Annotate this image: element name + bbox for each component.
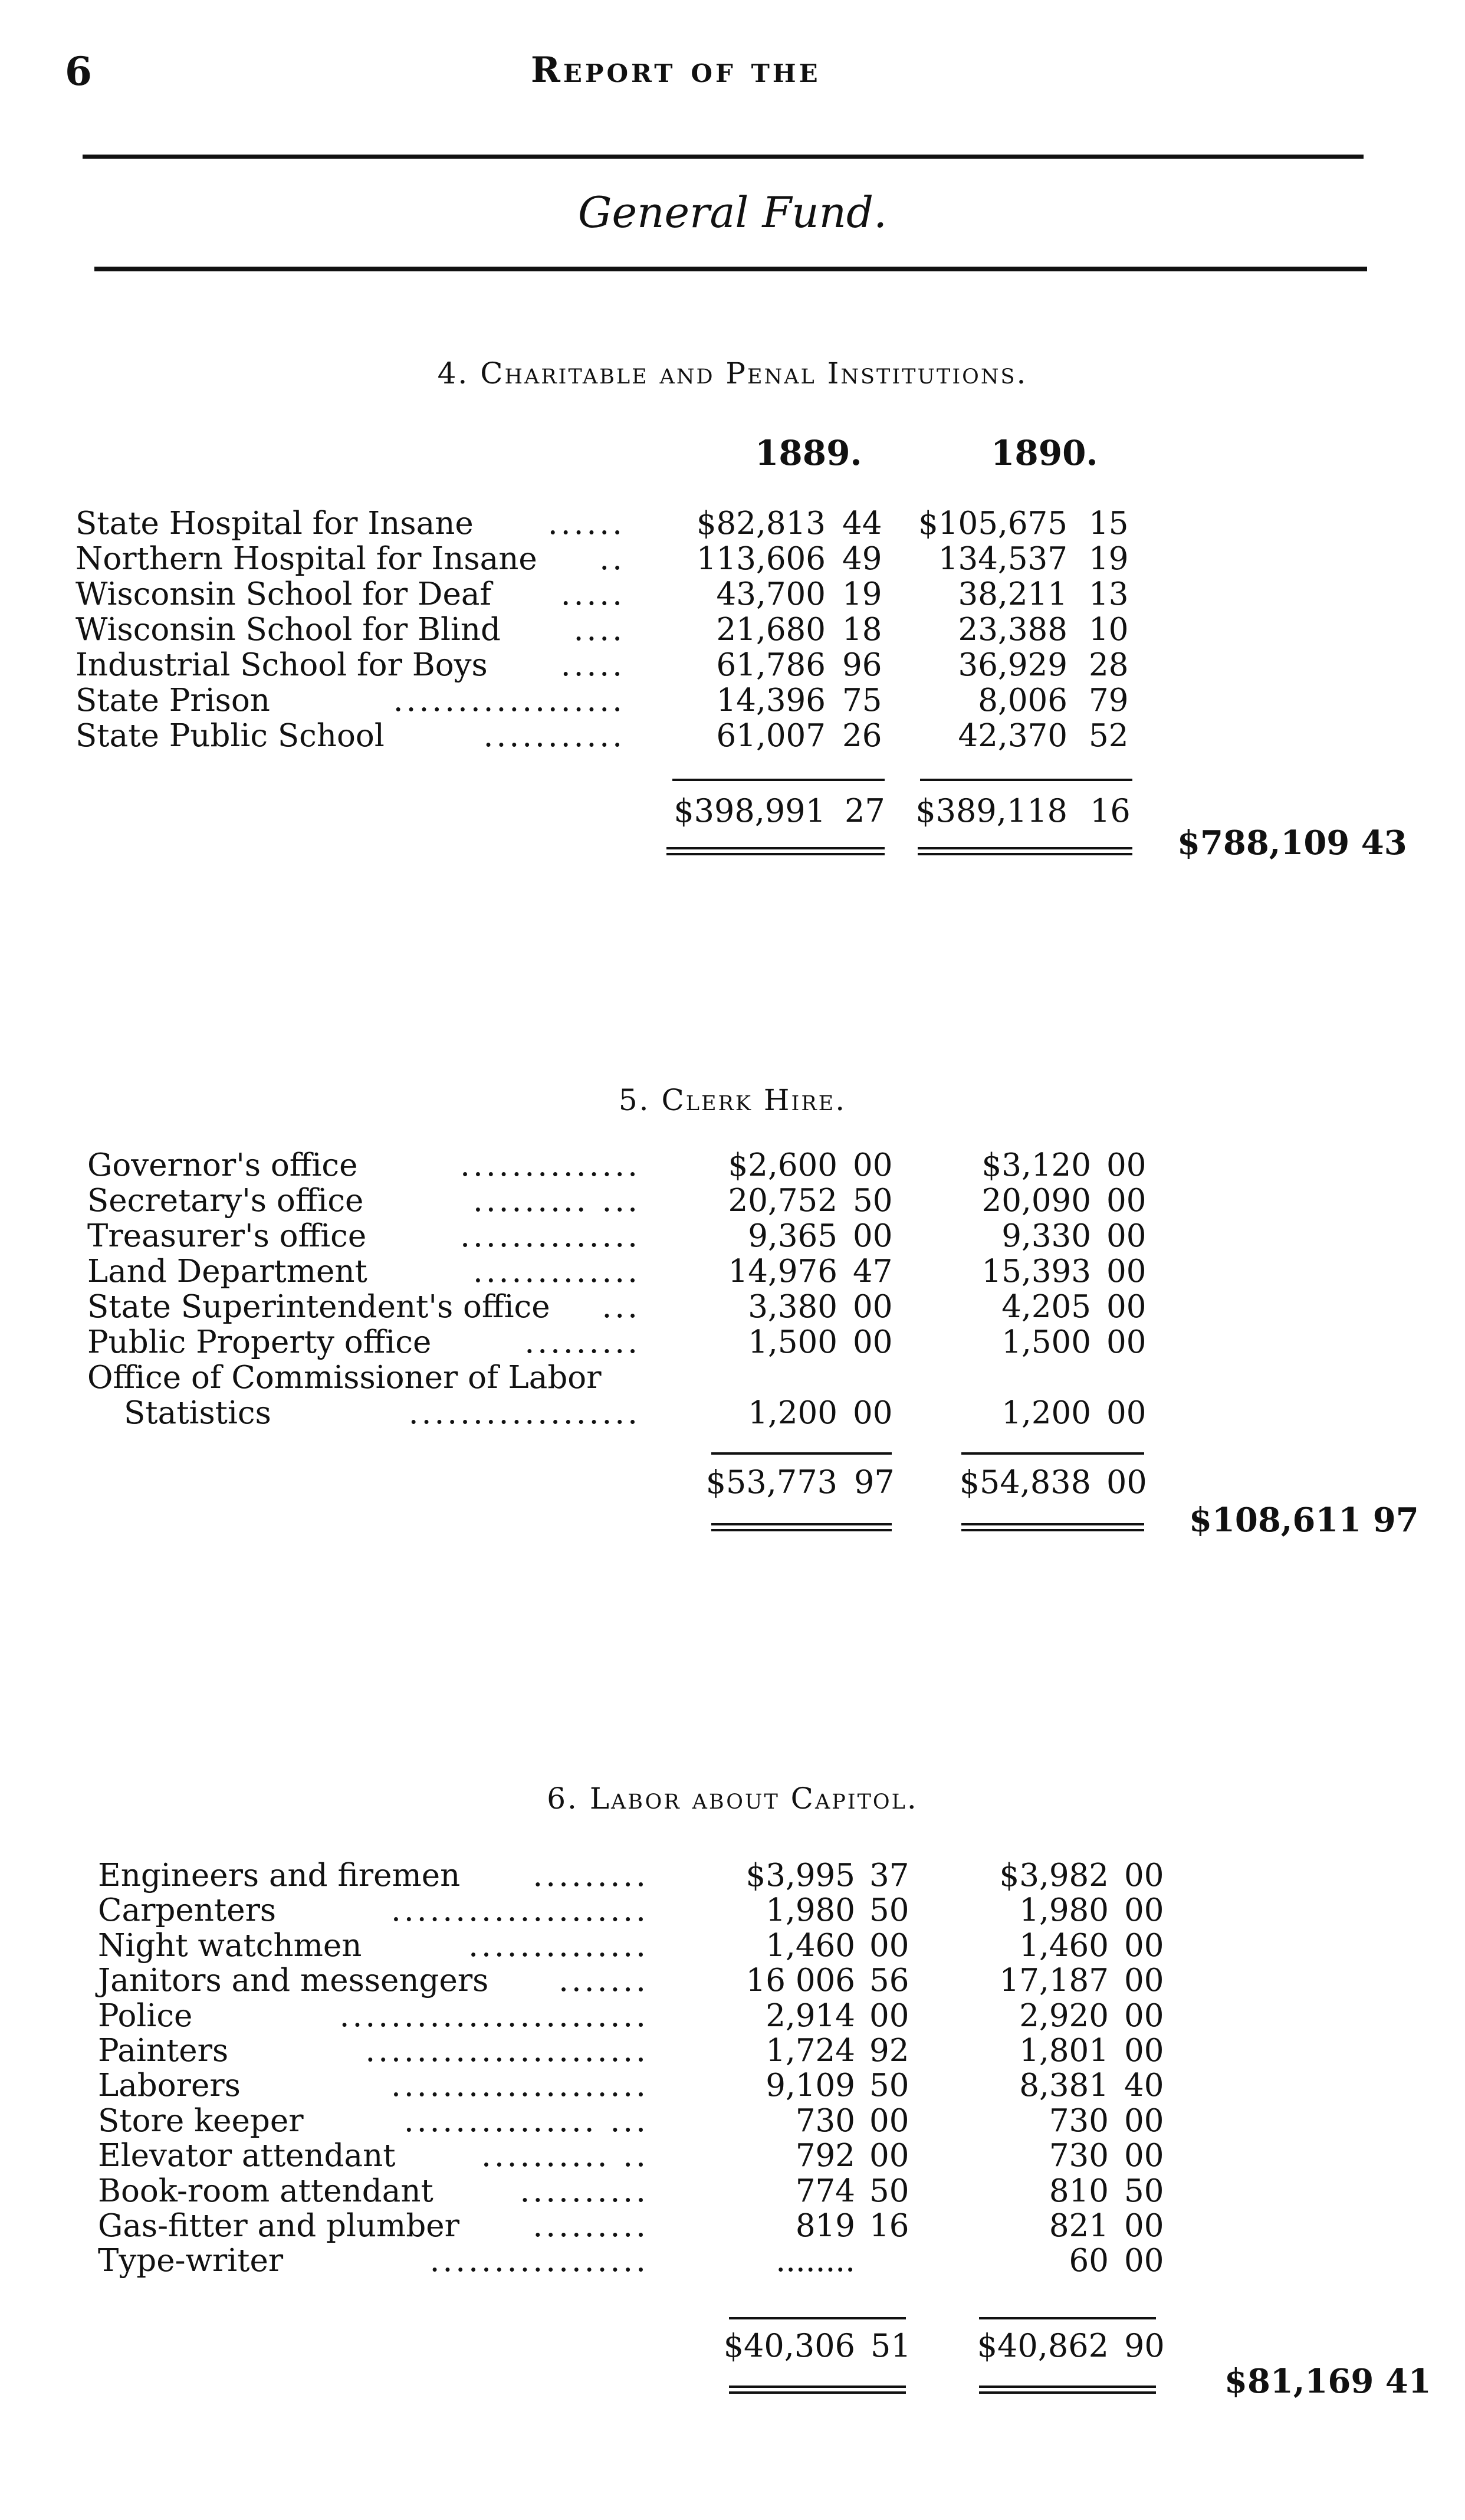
table-row: [0, 1928, 1465, 1964]
amount-1889-dollars: $3,995: [745, 1858, 855, 1894]
amount-1890-dollars: 1,801: [1019, 2033, 1109, 2069]
amount-1890-cents: 15: [1089, 506, 1129, 542]
amount-1889-cents: 56: [869, 1963, 909, 1999]
amount-1889-cents: 16: [869, 2208, 909, 2244]
amount-1890-dollars: 60: [1069, 2243, 1109, 2279]
table-row: [0, 542, 1465, 577]
row-label: Industrial School for Boys: [75, 647, 488, 683]
row-label: State Hospital for Insane: [75, 506, 474, 542]
amount-1889-dollars: 43,700: [716, 576, 826, 612]
leader-dots: ........................: [339, 1999, 649, 2034]
amount-1889-dollars: 9,365: [748, 1218, 837, 1254]
total-1889-cents: 97: [854, 1464, 895, 1501]
amount-1889-dollars: 16 006: [745, 1963, 855, 1999]
amount-1890-dollars: 36,929: [958, 647, 1067, 683]
amount-1889-dollars: 113,606: [696, 541, 826, 577]
amount-1890-dollars: 730: [1049, 2103, 1109, 2139]
double-rule-1889: [729, 2386, 906, 2394]
leader-dots: .......: [559, 1963, 649, 1999]
amount-1890-cents: 00: [1106, 1147, 1147, 1183]
leader-dots: ............... ...: [403, 2104, 649, 2139]
table-row: [0, 2068, 1465, 2104]
amount-1889-dollars: 1,460: [766, 1928, 855, 1964]
row-label: Wisconsin School for Blind: [75, 612, 501, 648]
amount-1890-cents: 79: [1089, 682, 1129, 718]
total-1890-dollars: $40,862: [977, 2327, 1109, 2364]
amount-1890-dollars: 1,500: [1001, 1324, 1091, 1360]
amount-1890-dollars: $3,120: [981, 1147, 1091, 1183]
leader-dots: ...........: [483, 718, 625, 754]
table-row: [0, 2209, 1465, 2244]
table-row: [0, 1999, 1465, 2034]
leader-dots: ......: [547, 506, 625, 542]
amount-1890-dollars: 42,370: [958, 718, 1067, 754]
grand-total: $81,169 41: [1224, 2362, 1431, 2401]
section-heading: 4. Charitable and Penal Institutions.: [437, 356, 1028, 391]
row-label: Book-room attendant: [98, 2173, 433, 2209]
total-1890-dollars: $389,118: [915, 792, 1067, 829]
amount-1889-cents: 50: [869, 1892, 909, 1928]
grand-total: $108,611 97: [1189, 1501, 1419, 1540]
amount-1890-cents: 00: [1124, 2138, 1164, 2174]
row-label: Statistics: [124, 1395, 271, 1431]
double-rule-1890: [918, 847, 1132, 855]
table-row: [0, 2104, 1465, 2139]
row-label: Secretary's office: [87, 1183, 364, 1219]
subtotal-rule-1889: [729, 2317, 906, 2319]
amount-1890-dollars: 1,200: [1001, 1395, 1091, 1431]
amount-1889-cents: 18: [842, 612, 882, 648]
table-row: [0, 683, 1465, 718]
leader-dots: .........: [524, 1325, 640, 1360]
header-rule: [83, 155, 1364, 159]
amount-1889-dollars: 2,914: [766, 1998, 855, 2034]
total-1889-cents: 51: [871, 2327, 911, 2364]
year-1889-header: 1889.: [755, 433, 862, 473]
table-row: [0, 1325, 1465, 1360]
leader-dots: ..................: [393, 683, 625, 718]
table-row: [0, 1360, 1465, 1396]
amount-1889-cents: 92: [869, 2033, 909, 2069]
leader-dots: .............: [472, 1254, 640, 1289]
amount-1889-dollars: 1,980: [766, 1892, 855, 1928]
amount-1890-cents: 00: [1106, 1254, 1147, 1289]
leader-dots: ...: [602, 1289, 640, 1325]
table-row: [0, 1858, 1465, 1894]
amount-1890-cents: 00: [1124, 1998, 1164, 2034]
amount-1890-dollars: 1,460: [1019, 1928, 1109, 1964]
amount-1889-cents: 00: [869, 1998, 909, 2034]
amount-1890-dollars: 134,537: [938, 541, 1067, 577]
amount-1890-cents: 00: [1106, 1289, 1147, 1325]
amount-1889-dollars: 3,380: [748, 1289, 837, 1325]
row-label: State Superintendent's office: [87, 1289, 550, 1325]
amount-1889-cents: 50: [869, 2068, 909, 2104]
table-row: [0, 1219, 1465, 1254]
total-1890-cents: 16: [1090, 792, 1131, 829]
amount-1890-cents: 00: [1124, 1892, 1164, 1928]
table-row: [0, 718, 1465, 754]
table-row: [0, 506, 1465, 542]
amount-1889-cents: 00: [853, 1324, 893, 1360]
amount-1889-dollars: 730: [795, 2103, 855, 2139]
amount-1889-dollars: ........: [776, 2243, 855, 2279]
amount-1889-cents: 00: [853, 1289, 893, 1325]
row-label: Painters: [98, 2033, 229, 2069]
row-label: Engineers and firemen: [98, 1858, 461, 1894]
row-label: Night watchmen: [98, 1928, 362, 1964]
leader-dots: ......... ...: [472, 1183, 640, 1219]
leader-dots: ..............: [460, 1148, 640, 1183]
leader-dots: .......... ..: [481, 2138, 649, 2174]
amount-1889-dollars: 1,724: [766, 2033, 855, 2069]
amount-1889-dollars: 1,500: [748, 1324, 837, 1360]
double-rule-1890: [961, 1523, 1144, 1531]
amount-1890-dollars: 1,980: [1019, 1892, 1109, 1928]
amount-1890-cents: 00: [1124, 1963, 1164, 1999]
amount-1890-cents: 10: [1089, 612, 1129, 648]
amount-1890-cents: 00: [1124, 2033, 1164, 2069]
row-label: Carpenters: [98, 1892, 277, 1928]
leader-dots: .........: [533, 1858, 649, 1894]
table-row: [0, 2174, 1465, 2209]
amount-1889-cents: 19: [842, 576, 882, 612]
total-1889-dollars: $40,306: [723, 2327, 855, 2364]
row-label: Police: [98, 1998, 193, 2034]
total-1890-cents: 90: [1124, 2327, 1165, 2364]
section-heading: 6. Labor about Capitol.: [547, 1781, 918, 1816]
amount-1890-cents: 00: [1124, 1858, 1164, 1894]
fund-title-rule: [94, 267, 1367, 271]
amount-1889-dollars: 61,007: [716, 718, 826, 754]
amount-1890-dollars: 8,006: [978, 682, 1067, 718]
amount-1889-dollars: 774: [795, 2173, 855, 2209]
row-label: Type-writer: [98, 2243, 284, 2279]
amount-1890-dollars: 15,393: [981, 1254, 1091, 1289]
amount-1890-dollars: $105,675: [918, 506, 1067, 542]
table-row: [0, 577, 1465, 612]
table-row: [0, 1396, 1465, 1431]
amount-1889-cents: 44: [842, 506, 882, 542]
amount-1890-cents: 00: [1106, 1395, 1147, 1431]
amount-1889-cents: 37: [869, 1858, 909, 1894]
row-label: State Public School: [75, 718, 385, 754]
total-1890-dollars: $54,838: [959, 1464, 1091, 1501]
amount-1890-cents: 50: [1124, 2173, 1164, 2209]
table-row: [0, 2033, 1465, 2069]
amount-1890-cents: 28: [1089, 647, 1129, 683]
row-label: Treasurer's office: [87, 1218, 367, 1254]
amount-1890-cents: 00: [1124, 2208, 1164, 2244]
leader-dots: .........: [533, 2209, 649, 2244]
total-1890-cents: 00: [1106, 1464, 1147, 1501]
leader-dots: ..................: [408, 1396, 640, 1431]
amount-1889-dollars: 792: [795, 2138, 855, 2174]
amount-1890-cents: 00: [1106, 1218, 1147, 1254]
subtotal-rule-1890: [920, 779, 1132, 781]
amount-1889-cents: 26: [842, 718, 882, 754]
row-label: Office of Commissioner of Labor: [87, 1360, 602, 1396]
leader-dots: ..........: [520, 2174, 649, 2209]
amount-1889-cents: 00: [853, 1147, 893, 1183]
row-label: Store keeper: [98, 2103, 304, 2139]
table-row: [0, 648, 1465, 683]
amount-1889-dollars: 9,109: [766, 2068, 855, 2104]
table-row: [0, 1893, 1465, 1928]
amount-1890-cents: 00: [1106, 1324, 1147, 1360]
amount-1890-cents: 00: [1124, 2243, 1164, 2279]
amount-1889-cents: 00: [869, 2138, 909, 2174]
amount-1889-cents: 47: [853, 1254, 893, 1289]
running-head: Report of the: [531, 50, 821, 91]
amount-1890-cents: 00: [1106, 1183, 1147, 1219]
table-row: [0, 612, 1465, 648]
amount-1889-dollars: 21,680: [716, 612, 826, 648]
row-label: Laborers: [98, 2068, 241, 2104]
amount-1890-dollars: 23,388: [958, 612, 1067, 648]
subtotal-rule-1890: [961, 1452, 1144, 1455]
leader-dots: ..............: [460, 1219, 640, 1254]
amount-1889-cents: 96: [842, 647, 882, 683]
table-row: [0, 1148, 1465, 1183]
amount-1890-cents: 00: [1124, 1928, 1164, 1964]
section-total-row: [0, 1463, 1465, 1502]
amount-1889-cents: 00: [853, 1395, 893, 1431]
amount-1889-dollars: 20,752: [728, 1183, 837, 1219]
amount-1890-dollars: 38,211: [958, 576, 1067, 612]
amount-1890-dollars: 821: [1049, 2208, 1109, 2244]
amount-1890-cents: 52: [1089, 718, 1129, 754]
leader-dots: ....................: [391, 2068, 649, 2104]
subtotal-rule-1889: [711, 1452, 892, 1455]
amount-1889-dollars: 1,200: [748, 1395, 837, 1431]
amount-1890-dollars: 17,187: [999, 1963, 1109, 1999]
amount-1890-dollars: $3,982: [999, 1858, 1109, 1894]
amount-1889-dollars: 14,396: [716, 682, 826, 718]
row-label: Janitors and messengers: [98, 1963, 489, 1999]
double-rule-1889: [666, 847, 885, 855]
double-rule-1889: [711, 1523, 892, 1531]
amount-1889-cents: 49: [842, 541, 882, 577]
subtotal-rule-1890: [979, 2317, 1156, 2319]
row-label: Governor's office: [87, 1147, 358, 1183]
amount-1890-dollars: 9,330: [1001, 1218, 1091, 1254]
row-label: Land Department: [87, 1254, 367, 1289]
leader-dots: ......................: [365, 2033, 649, 2069]
amount-1890-dollars: 20,090: [981, 1183, 1091, 1219]
row-label: Gas-fitter and plumber: [98, 2208, 459, 2244]
fund-title: General Fund.: [577, 188, 888, 237]
section-heading: 5. Clerk Hire.: [618, 1083, 847, 1117]
total-1889-cents: 27: [845, 792, 885, 829]
amount-1889-dollars: $82,813: [696, 506, 826, 542]
amount-1889-cents: 00: [869, 2103, 909, 2139]
amount-1890-cents: 19: [1089, 541, 1129, 577]
amount-1889-dollars: 819: [795, 2208, 855, 2244]
table-row: [0, 1254, 1465, 1289]
row-label: Northern Hospital for Insane: [75, 541, 537, 577]
total-1889-dollars: $398,991: [674, 792, 826, 829]
leader-dots: .................: [429, 2243, 649, 2279]
amount-1889-cents: 00: [869, 1928, 909, 1964]
amount-1889-dollars: 14,976: [728, 1254, 837, 1289]
table-row: [0, 1963, 1465, 1999]
row-label: State Prison: [75, 682, 270, 718]
amount-1889-cents: 75: [842, 682, 882, 718]
year-1890-header: 1890.: [991, 433, 1098, 473]
amount-1890-cents: 40: [1124, 2068, 1164, 2104]
table-row: [0, 1289, 1465, 1325]
leader-dots: .....: [560, 648, 625, 683]
amount-1889-cents: 00: [853, 1218, 893, 1254]
amount-1889-dollars: $2,600: [728, 1147, 837, 1183]
leader-dots: ..: [599, 542, 625, 577]
amount-1890-dollars: 8,381: [1019, 2068, 1109, 2104]
amount-1889-cents: 50: [853, 1183, 893, 1219]
grand-total: $788,109 43: [1177, 823, 1407, 862]
amount-1890-dollars: 2,920: [1019, 1998, 1109, 2034]
section-total-row: [0, 2327, 1465, 2365]
table-row: [0, 2243, 1465, 2279]
leader-dots: ..............: [468, 1928, 649, 1964]
table-row: [0, 2138, 1465, 2174]
row-label: Public Property office: [87, 1324, 432, 1360]
leader-dots: ....: [573, 612, 625, 648]
amount-1890-cents: 00: [1124, 2103, 1164, 2139]
amount-1889-dollars: 61,786: [716, 647, 826, 683]
double-rule-1890: [979, 2386, 1156, 2394]
amount-1890-dollars: 730: [1049, 2138, 1109, 2174]
row-label: Elevator attendant: [98, 2138, 396, 2174]
leader-dots: .....: [560, 577, 625, 612]
row-label: Wisconsin School for Deaf: [75, 576, 492, 612]
amount-1890-cents: 13: [1089, 576, 1129, 612]
subtotal-rule-1889: [672, 779, 885, 781]
total-1889-dollars: $53,773: [705, 1464, 837, 1501]
table-row: [0, 1183, 1465, 1219]
page-number: 6: [65, 48, 92, 94]
amount-1890-dollars: 810: [1049, 2173, 1109, 2209]
leader-dots: ....................: [391, 1893, 649, 1928]
amount-1889-cents: 50: [869, 2173, 909, 2209]
amount-1890-dollars: 4,205: [1001, 1289, 1091, 1325]
